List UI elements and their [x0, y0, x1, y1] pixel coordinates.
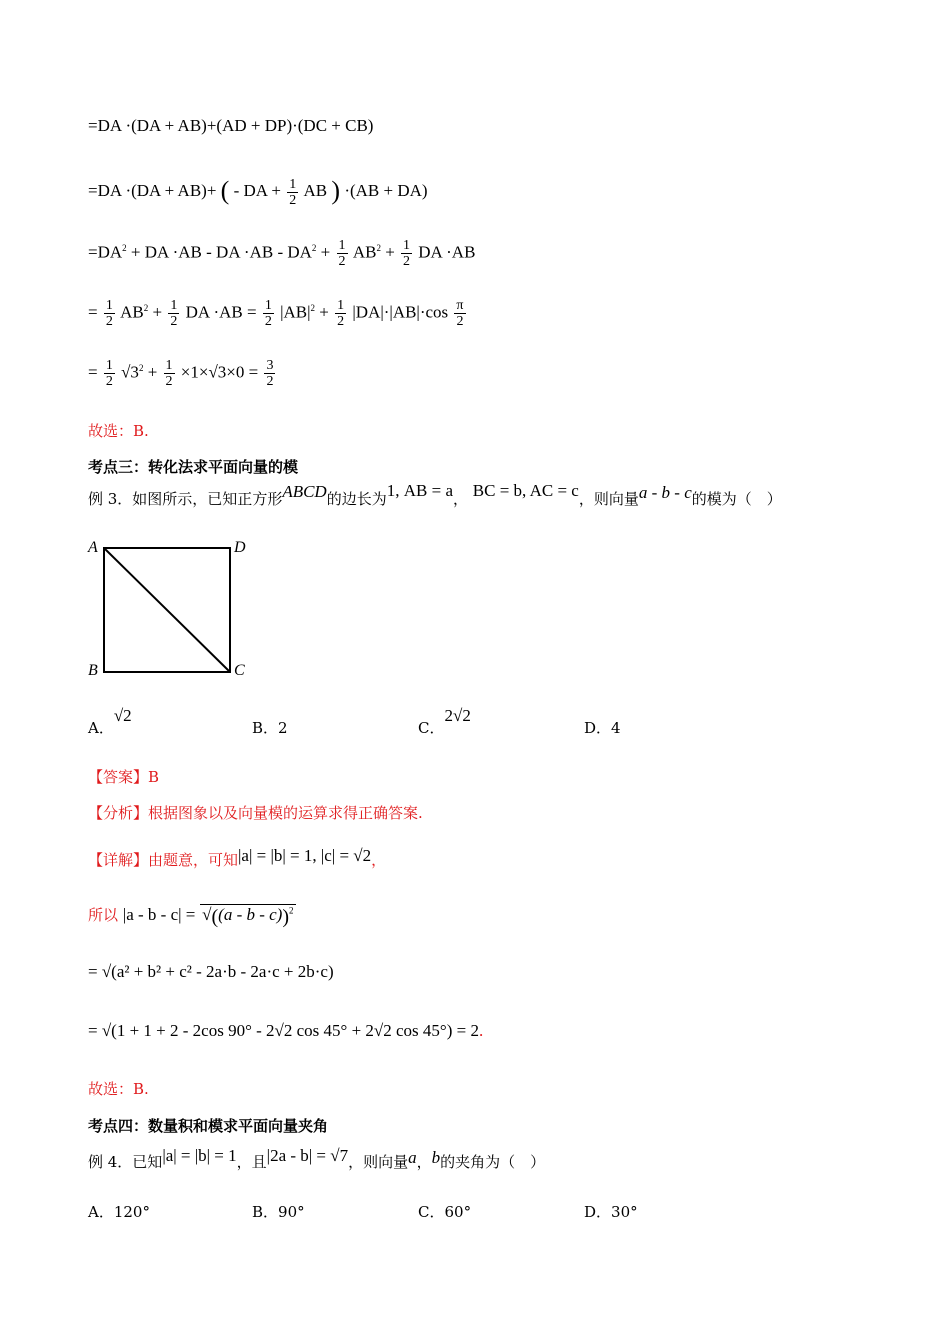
answer-3: 故选：B.	[88, 1080, 149, 1098]
proof-step-5-b: √3	[121, 362, 139, 382]
example-3-mid1: 的边长为	[326, 490, 387, 508]
proof-step-2-b: - DA +	[233, 181, 281, 200]
frac-den: 2	[105, 374, 113, 389]
frac-num: 1	[165, 358, 173, 373]
example-3-cond1: 1, AB = a	[386, 481, 453, 500]
fraction-half	[335, 298, 346, 329]
frac-den: 2	[338, 254, 346, 269]
frac-den: 2	[403, 254, 411, 269]
answer-tag: 【答案】	[88, 768, 149, 786]
so-math-a: |a - b - c| =	[122, 905, 196, 924]
detail-text: 由题意，可知	[148, 851, 239, 869]
option-4-c[interactable]: C．60°	[418, 1203, 472, 1221]
solution-line-3	[88, 1021, 483, 1041]
proof-step-4-b: AB	[120, 302, 144, 322]
proof-step-4-f: +	[319, 302, 329, 322]
proof-step-2-d: ·(AB + DA)	[344, 181, 428, 200]
proof-step-4-c: +	[152, 302, 163, 322]
option-value: 2	[278, 719, 288, 737]
proof-step-2-c: AB	[303, 181, 328, 200]
fraction-half	[164, 358, 175, 389]
label-b: B	[88, 662, 98, 679]
example-3-question	[88, 481, 782, 509]
example-3-vector: a - b - c	[638, 483, 692, 502]
frac-num: 1	[264, 298, 272, 313]
frac-den: 2	[264, 314, 272, 329]
fraction-half	[287, 177, 298, 208]
option-4-b[interactable]: B．90°	[252, 1203, 305, 1221]
proof-step-3-a: =DA	[88, 242, 123, 262]
example-3-suffix: 的模为（ ）	[691, 490, 782, 508]
frac-den: 2	[456, 314, 464, 329]
option-label: C．	[418, 719, 445, 737]
section-3-title: 考点三：转化法求平面向量的模	[88, 458, 299, 476]
section-4-title: 考点四：数量积和模求平面向量夹角	[88, 1117, 329, 1135]
proof-step-3-e: +	[385, 242, 395, 262]
option-3-b[interactable]	[252, 717, 288, 738]
detail-end: ，	[371, 851, 387, 869]
proof-step-3-c: +	[320, 242, 331, 262]
exp: 2	[310, 302, 316, 313]
proof-step-5-c: +	[147, 362, 158, 382]
example-4-suffix: 的夹角为（ ）	[440, 1153, 546, 1171]
analysis-tag: 【分析】	[88, 804, 149, 822]
diagonal-ac	[104, 548, 230, 672]
exp: 2	[376, 242, 381, 253]
detail-tag: 【详解】	[88, 851, 149, 869]
paren-left: (	[220, 176, 230, 205]
option-value: 2√2	[444, 706, 471, 725]
fraction-pi-half	[454, 298, 465, 329]
frac-num: 1	[289, 176, 297, 192]
frac-den: 2	[165, 374, 173, 389]
so-text: 所以	[88, 906, 119, 924]
so-math-b: (a - b - c)	[218, 905, 283, 924]
proof-step-3-b: + DA ·AB - DA ·AB - DA	[130, 242, 312, 262]
example-4-m1: |a| = |b| = 1	[162, 1146, 237, 1165]
option-label: A．	[88, 719, 114, 737]
option-label: D．	[584, 719, 612, 737]
option-4-d[interactable]: D．30°	[584, 1203, 638, 1221]
proof-step-3-d: AB	[352, 242, 377, 262]
proof-step-3	[88, 238, 475, 269]
example-3-square: ABCD	[282, 482, 327, 501]
solution-answer	[88, 766, 159, 787]
option-3-d[interactable]	[584, 717, 621, 738]
frac-den: 2	[105, 314, 113, 329]
label-c: C	[234, 662, 245, 679]
square-figure	[86, 536, 256, 682]
option-value: √2	[113, 706, 132, 725]
solution-so: 所以 |a - b - c| = √((a - b - c))$^2$	[88, 905, 294, 928]
frac-num: π	[456, 298, 464, 313]
label-a: A	[88, 539, 98, 556]
example-3-prefix: 例 3．如图所示，已知正方形	[88, 490, 283, 508]
proof-step-2-a: =DA ·(DA + AB)+	[88, 181, 217, 200]
example-4-mid: ，则向量	[348, 1153, 409, 1171]
fraction-three-half	[264, 358, 275, 389]
solution-line-2: = √(a² + b² + c² - 2a·b - 2a·c + 2b·c)	[88, 962, 334, 981]
frac-den: 2	[170, 314, 178, 329]
example-4-m2: |2a - b| = √7	[266, 1146, 349, 1165]
solution-line-3-text: = √(1 + 1 + 2 - 2cos 90° - 2√2 cos 45° + 2√2 cos 45°) = 2	[88, 1021, 479, 1040]
analysis-text: 根据图象以及向量模的运算求得正确答案.	[148, 804, 423, 822]
example-3-cond2: BC = b, AC = c	[472, 481, 579, 500]
solution-detail	[88, 846, 387, 870]
proof-step-5	[88, 358, 277, 389]
proof-step-4-a: =	[88, 302, 98, 322]
answer-1: 故选：B.	[88, 422, 149, 440]
fraction-half	[168, 298, 179, 329]
frac-den: 2	[337, 314, 345, 329]
frac-den: 2	[266, 374, 274, 389]
example-3-comma: ，	[452, 490, 468, 508]
example-4-vec-a: a	[408, 1148, 417, 1167]
frac-num: 1	[105, 358, 113, 373]
example-4-vec-b: b	[431, 1148, 441, 1167]
proof-step-4-e: |AB|	[280, 302, 311, 322]
fraction-half	[263, 298, 274, 329]
fraction-half	[104, 298, 115, 329]
proof-step-4	[88, 298, 468, 329]
proof-step-4-d: DA ·AB =	[185, 302, 257, 322]
option-4-a[interactable]: A．120°	[88, 1203, 150, 1221]
exp: 2	[311, 242, 317, 253]
proof-step-1	[88, 116, 373, 136]
fraction-half	[337, 238, 348, 269]
solution-line-3-end: .	[478, 1021, 484, 1040]
option-label: B．	[252, 719, 279, 737]
answer-value: B	[148, 768, 160, 786]
example-4-sep: ，	[416, 1153, 432, 1171]
frac-den: 2	[289, 192, 297, 208]
detail-math: |a| = |b| = 1, |c| = √2	[238, 846, 372, 865]
proof-step-1-text: =DA ·(DA + AB)+(AD + DP)·(DC + CB)	[88, 116, 374, 135]
example-4-prefix: 例 4．已知	[88, 1153, 163, 1171]
exp: 2	[138, 362, 144, 373]
fraction-half	[401, 238, 412, 269]
solution-analysis	[88, 802, 423, 823]
exp: 2	[122, 242, 127, 253]
fraction-half	[104, 358, 115, 389]
frac-num: 1	[338, 238, 346, 253]
frac-num: 1	[105, 298, 113, 313]
frac-num: 3	[266, 358, 274, 373]
frac-num: 1	[403, 238, 411, 253]
proof-step-2	[88, 176, 428, 208]
proof-step-4-g: |DA|·|AB|·cos	[352, 302, 449, 322]
option-3-c[interactable]	[418, 706, 471, 738]
frac-num: 1	[170, 298, 178, 313]
example-4-and: ，且	[236, 1153, 267, 1171]
example-3-mid2: ，则向量	[578, 490, 639, 508]
frac-num: 1	[337, 298, 345, 313]
label-d: D	[234, 539, 246, 556]
option-3-a[interactable]	[88, 706, 132, 738]
paren-right: )	[331, 176, 341, 205]
option-value: 4	[611, 719, 621, 737]
proof-step-3-f: DA ·AB	[418, 242, 476, 262]
example-4-question	[88, 1146, 546, 1172]
exp: 2	[289, 905, 294, 916]
proof-step-5-a: =	[88, 362, 98, 382]
proof-step-5-d: ×1×√3×0 =	[180, 362, 259, 382]
exp: 2	[143, 302, 149, 313]
